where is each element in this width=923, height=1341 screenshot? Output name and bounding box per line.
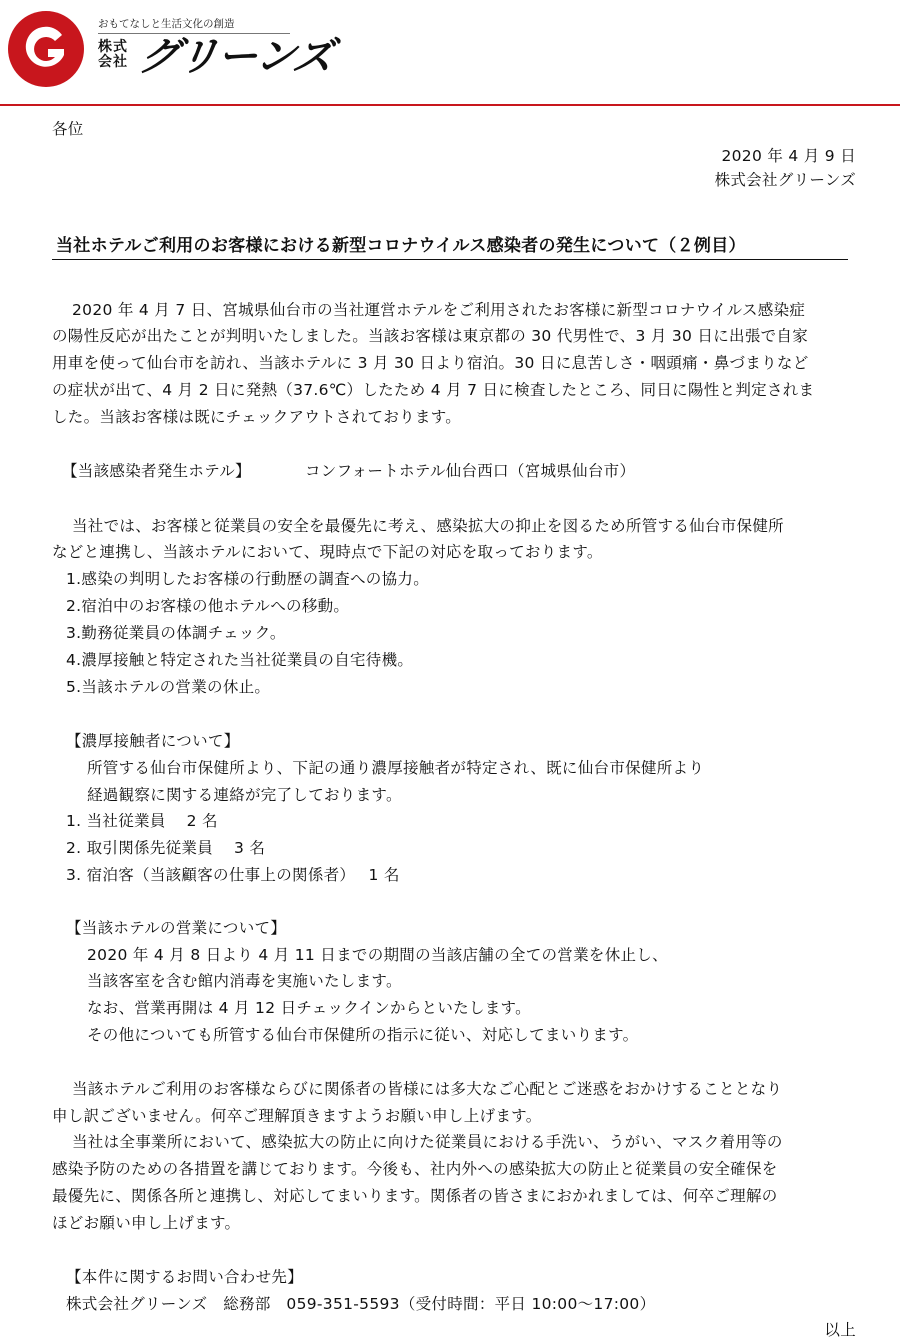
operations-heading: 【当該ホテルの営業について】 [66, 919, 287, 937]
hotel-name: コンフォートホテル仙台西口（宮城県仙台市） [305, 462, 636, 480]
action-item: 2.宿泊中のお客様の他ホテルへの移動。 [66, 597, 350, 615]
response-intro-line: 当社では、お客様と従業員の安全を最優先に考え、感染拡大の抑止を図るため所管する仙台市保健所 [72, 517, 784, 535]
operations-line: その他についても所管する仙台市保健所の指示に従い、対応してまいります。 [87, 1026, 639, 1044]
apology-line: 当該ホテルご利用のお客様ならびに関係者の皆様には多大なご心配とご迷惑をおかけすることとなり [72, 1080, 783, 1098]
measures-line: 最優先に、関係各所と連携し、対応してまいります。関係者の皆さまにおかれましては、何卒ご理解の [52, 1187, 778, 1205]
action-item: 1.感染の判明したお客様の行動歴の調査への協力。 [66, 570, 429, 588]
company-type-top: 株式 [98, 39, 128, 55]
intro-line: 2020 年 4 月 7 日、宮城県仙台市の当社運営ホテルをご利用されたお客様に新型コロナウイルス感染症 [72, 301, 806, 319]
document-title: 当社ホテルご利用のお客様における新型コロナウイルス感染者の発生について（２例目） [56, 236, 746, 256]
header-divider [0, 104, 900, 106]
company-tagline: おもてなしと生活文化の創造 [98, 18, 235, 30]
measures-line: 当社は全事業所において、感染拡大の防止に向けた従業員における手洗い、うがい、マスク着用等の [72, 1133, 783, 1151]
intro-line: 用車を使って仙台市を訪れ、当該ホテルに 3 月 30 日より宿泊。30 日に息苦しさ・咽頭痛・鼻づまりなど [52, 354, 809, 372]
contacts-intro-line: 所管する仙台市保健所より、下記の通り濃厚接触者が特定され、既に仙台市保健所より [87, 759, 705, 777]
contacts-intro-line: 経過観察に関する連絡が完了しております。 [87, 786, 402, 804]
logo-mark-icon [6, 9, 86, 89]
inquiry-contact: 株式会社グリーンズ 総務部 059-351-5593（受付時間：平日 10:00～17:00） [66, 1295, 656, 1313]
contact-item: 1. 当社従業員 2 名 [66, 812, 218, 830]
intro-line: の陽性反応が出たことが判明いたしました。当該お客様は東京都の 30 代男性で、3 月 30 日に出張で自家 [52, 327, 809, 345]
document-sender: 株式会社グリーンズ [714, 171, 856, 189]
title-underline [52, 259, 848, 260]
brand-wordmark: グリーンズ [136, 34, 336, 80]
contact-item: 3. 宿泊客（当該顧客の仕事上の関係者） 1 名 [66, 866, 400, 884]
inquiry-heading: 【本件に関するお問い合わせ先】 [66, 1268, 304, 1286]
operations-line: 2020 年 4 月 8 日より 4 月 11 日までの期間の当該店舗の全ての営業を休止し、 [87, 946, 668, 964]
action-item: 3.勤務従業員の体調チェック。 [66, 624, 286, 642]
hotel-label: 【当該感染者発生ホテル】 [62, 462, 251, 480]
intro-line: した。当該お客様は既にチェックアウトされております。 [52, 408, 462, 426]
contact-item: 2. 取引関係先従業員 3 名 [66, 839, 266, 857]
action-item: 5.当該ホテルの営業の休止。 [66, 678, 271, 696]
company-logo [6, 9, 86, 89]
closing-mark: 以上 [824, 1321, 856, 1339]
operations-line: 当該客室を含む館内消毒を実施いたします。 [87, 972, 402, 990]
intro-line: の症状が出て、4 月 2 日に発熱（37.6℃）したため 4 月 7 日に検査したところ、同日に陽性と判定されま [52, 381, 815, 399]
company-type-label [98, 40, 128, 70]
document-date: 2020 年 4 月 9 日 [721, 147, 856, 165]
measures-line: ほどお願い申し上げます。 [52, 1214, 241, 1232]
action-item: 4.濃厚接触と特定された当社従業員の自宅待機。 [66, 651, 414, 669]
measures-line: 感染予防のための各措置を講じております。今後も、社内外への感染拡大の防止と従業員の安全確保を [52, 1160, 778, 1178]
addressee: 各位 [52, 120, 84, 138]
response-intro-line: などと連携し、当該ホテルにおいて、現時点で下記の対応を取っております。 [52, 543, 603, 561]
apology-line: 申し訳ございません。何卒ご理解頂きますようお願い申し上げます。 [52, 1107, 542, 1125]
operations-line: なお、営業再開は 4 月 12 日チェックインからといたします。 [87, 999, 531, 1017]
company-type-bottom: 会社 [98, 54, 128, 70]
contacts-heading: 【濃厚接触者について】 [66, 732, 240, 750]
